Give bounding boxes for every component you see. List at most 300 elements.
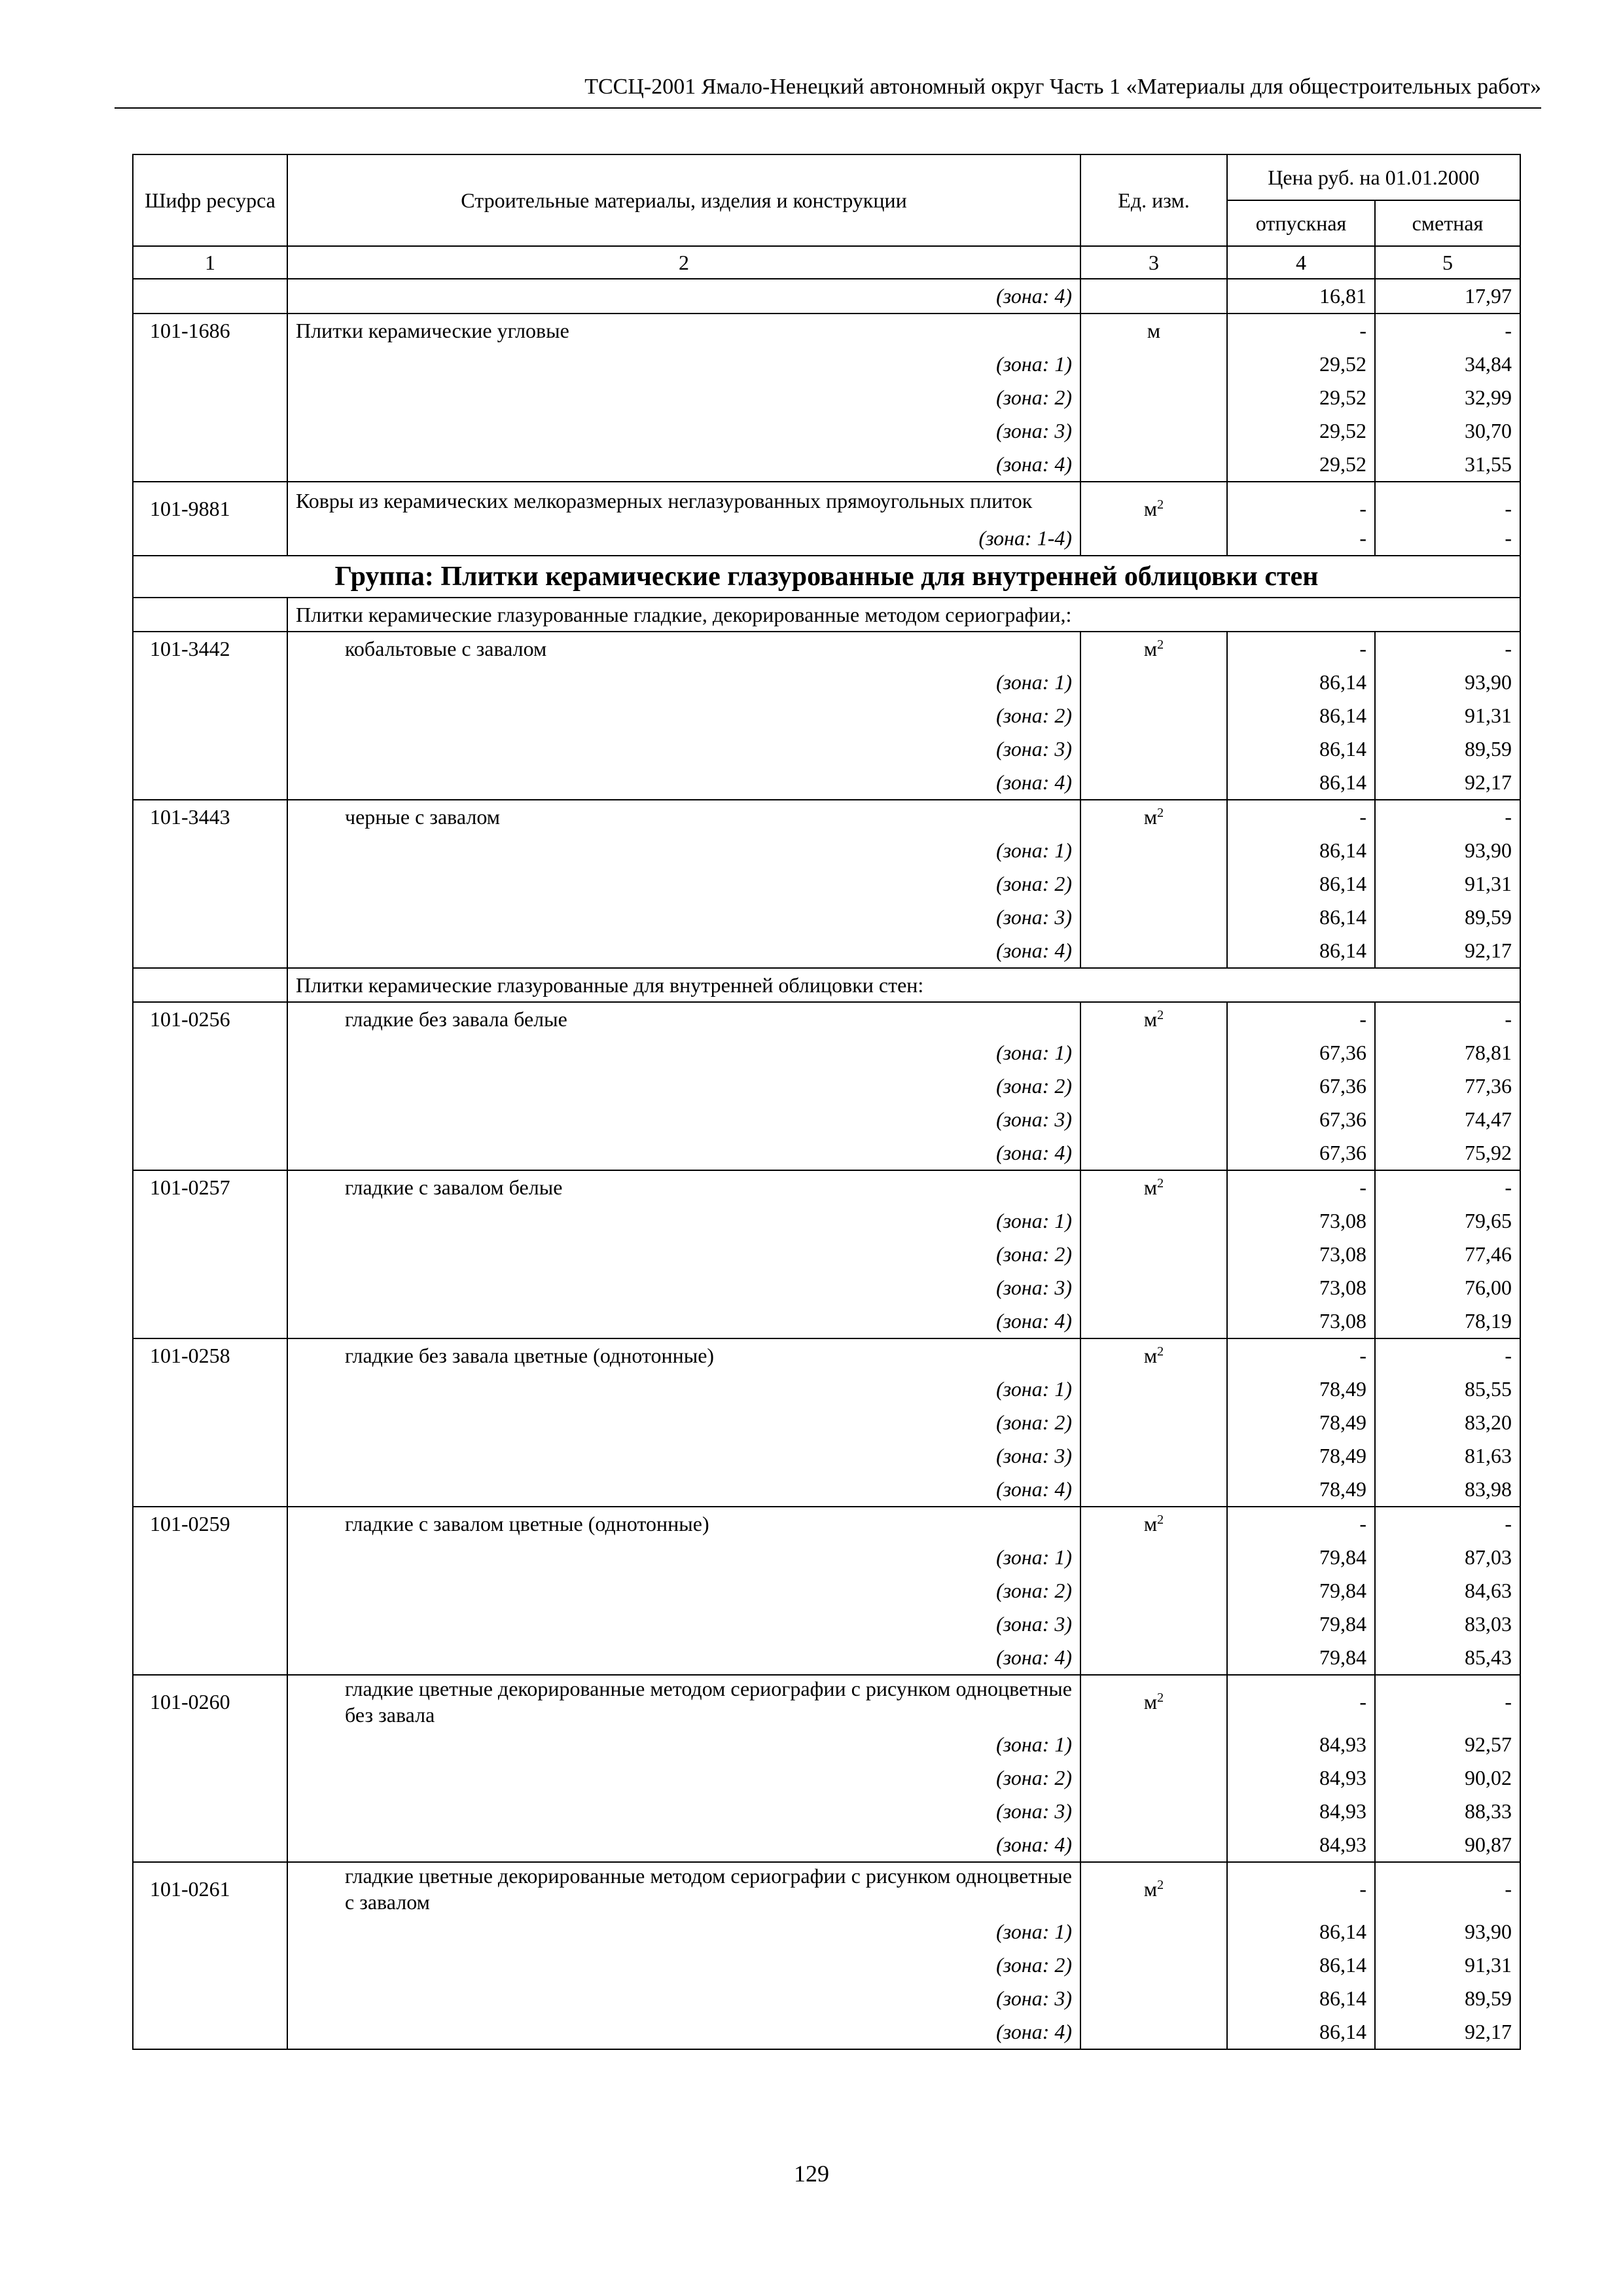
unit-cell bbox=[1080, 1338, 1227, 1372]
empty-cell bbox=[133, 598, 287, 632]
empty-cell bbox=[133, 867, 287, 901]
empty-cell bbox=[133, 1204, 287, 1238]
empty-cell bbox=[133, 901, 287, 934]
zone-price-row bbox=[133, 2015, 1520, 2049]
zone-price-row bbox=[133, 1304, 1520, 1338]
zone-price-row bbox=[133, 834, 1520, 867]
empty-cell bbox=[133, 1728, 287, 1761]
empty-cell bbox=[133, 766, 287, 800]
release-price: 86,14 bbox=[1227, 867, 1375, 901]
zone-label: (зона: 1) bbox=[287, 1728, 1080, 1761]
unit-superscript: 2 bbox=[1157, 1513, 1164, 1527]
unit-cell bbox=[1080, 1862, 1227, 1915]
estimate-price: 31,55 bbox=[1375, 448, 1520, 482]
empty-cell bbox=[1080, 699, 1227, 732]
empty-cell bbox=[133, 1069, 287, 1103]
name-cell bbox=[287, 1862, 1080, 1915]
estimate-price: 78,81 bbox=[1375, 1036, 1520, 1069]
group-heading-row bbox=[133, 556, 1520, 598]
empty-cell bbox=[1080, 1204, 1227, 1238]
zone-label: (зона: 2) bbox=[287, 1069, 1080, 1103]
unit-cell bbox=[1080, 1002, 1227, 1036]
unit-cell bbox=[1080, 314, 1227, 348]
resource-row bbox=[133, 1507, 1520, 1541]
name-cell bbox=[287, 1675, 1080, 1728]
resource-code: 101-0256 bbox=[133, 1002, 287, 1036]
empty-cell bbox=[133, 699, 287, 732]
empty-cell bbox=[133, 834, 287, 867]
empty-cell bbox=[133, 279, 287, 314]
release-price: 86,14 bbox=[1227, 1982, 1375, 2015]
empty-cell bbox=[133, 1136, 287, 1170]
empty-cell bbox=[133, 381, 287, 414]
resource-row bbox=[133, 1338, 1520, 1372]
resource-name: Ковры из керамических мелкоразмерных неглазурованных прямоугольных плиток bbox=[296, 489, 1033, 512]
empty-cell bbox=[1080, 381, 1227, 414]
release-price: 73,08 bbox=[1227, 1271, 1375, 1304]
release-price: - bbox=[1227, 1862, 1375, 1915]
unit-superscript: 2 bbox=[1157, 1878, 1164, 1892]
empty-cell bbox=[1080, 279, 1227, 314]
resource-code: 101-0259 bbox=[133, 1507, 287, 1541]
zone-price-row bbox=[133, 1641, 1520, 1675]
zone-label: (зона: 4) bbox=[287, 2015, 1080, 2049]
resource-name: гладкие без завала белые bbox=[345, 1007, 567, 1031]
resource-name: черные с завалом bbox=[345, 805, 500, 829]
zone-label: (зона: 4) bbox=[287, 1828, 1080, 1862]
unit-label: м bbox=[1143, 1877, 1158, 1901]
zone-label: (зона: 2) bbox=[287, 867, 1080, 901]
release-price: 79,84 bbox=[1227, 1574, 1375, 1607]
unit-label: м bbox=[1143, 1512, 1158, 1535]
zone-label: (зона: 4) bbox=[287, 934, 1080, 968]
name-cell bbox=[287, 1170, 1080, 1204]
zone-label: (зона: 3) bbox=[287, 1271, 1080, 1304]
empty-cell bbox=[1080, 867, 1227, 901]
release-price: 84,93 bbox=[1227, 1761, 1375, 1795]
zone-price-row bbox=[133, 1439, 1520, 1473]
estimate-price: 75,92 bbox=[1375, 1136, 1520, 1170]
unit-superscript: 2 bbox=[1157, 1344, 1164, 1359]
zone-price-row bbox=[133, 381, 1520, 414]
resource-row bbox=[133, 632, 1520, 666]
empty-cell bbox=[1080, 1728, 1227, 1761]
zone-price-row bbox=[133, 1271, 1520, 1304]
zone-label: (зона: 4) bbox=[287, 448, 1080, 482]
estimate-price: - bbox=[1375, 800, 1520, 834]
empty-cell bbox=[133, 1915, 287, 1948]
empty-cell bbox=[133, 1439, 287, 1473]
empty-cell bbox=[133, 1948, 287, 1982]
empty-cell bbox=[1080, 1271, 1227, 1304]
zone-label: (зона: 2) bbox=[287, 1406, 1080, 1439]
resource-name: Плитки керамические угловые bbox=[296, 319, 569, 342]
resource-name: кобальтовые с завалом bbox=[345, 637, 547, 660]
release-price: 86,14 bbox=[1227, 1915, 1375, 1948]
zone-label: (зона: 1-4) bbox=[287, 522, 1080, 556]
zone-label: (зона: 3) bbox=[287, 1795, 1080, 1828]
resource-name: гладкие без завала цветные (однотонные) bbox=[345, 1344, 715, 1367]
unit-label: м bbox=[1143, 1175, 1158, 1199]
unit-superscript: 2 bbox=[1157, 637, 1164, 652]
release-price: 29,52 bbox=[1227, 348, 1375, 381]
estimate-price: 77,46 bbox=[1375, 1238, 1520, 1271]
unit-label: м bbox=[1143, 1344, 1158, 1367]
column-number: 1 bbox=[133, 246, 287, 279]
estimate-price: 89,59 bbox=[1375, 901, 1520, 934]
empty-cell bbox=[1080, 901, 1227, 934]
release-price: 73,08 bbox=[1227, 1238, 1375, 1271]
header-estimate: сметная bbox=[1375, 200, 1520, 246]
estimate-price: 87,03 bbox=[1375, 1541, 1520, 1574]
unit-cell bbox=[1080, 1507, 1227, 1541]
zone-label: (зона: 1) bbox=[287, 1915, 1080, 1948]
empty-cell bbox=[1080, 448, 1227, 482]
empty-cell bbox=[133, 1406, 287, 1439]
release-price: - bbox=[1227, 1507, 1375, 1541]
empty-cell bbox=[1080, 1136, 1227, 1170]
release-price: 86,14 bbox=[1227, 901, 1375, 934]
estimate-price: 92,17 bbox=[1375, 766, 1520, 800]
empty-cell bbox=[1080, 834, 1227, 867]
resource-code: 101-0257 bbox=[133, 1170, 287, 1204]
zone-label: (зона: 4) bbox=[287, 1136, 1080, 1170]
zone-label: (зона: 2) bbox=[287, 1761, 1080, 1795]
empty-cell bbox=[133, 1828, 287, 1862]
empty-cell bbox=[133, 1574, 287, 1607]
empty-cell bbox=[1080, 1238, 1227, 1271]
empty-cell bbox=[133, 448, 287, 482]
release-price: 78,49 bbox=[1227, 1473, 1375, 1507]
estimate-price: - bbox=[1375, 1338, 1520, 1372]
release-price: 67,36 bbox=[1227, 1103, 1375, 1136]
unit-superscript: 2 bbox=[1157, 497, 1164, 512]
zone-price-row bbox=[133, 1728, 1520, 1761]
estimate-price: 32,99 bbox=[1375, 381, 1520, 414]
zone-price-row bbox=[133, 1069, 1520, 1103]
zone-price-row bbox=[133, 1136, 1520, 1170]
name-cell bbox=[287, 314, 1080, 348]
zone-label: (зона: 1) bbox=[287, 1204, 1080, 1238]
unit-superscript: 2 bbox=[1157, 806, 1164, 820]
zone-price-row bbox=[133, 1372, 1520, 1406]
zone-price-row bbox=[133, 279, 1520, 314]
zone-price-row bbox=[133, 934, 1520, 968]
zone-price-row bbox=[133, 448, 1520, 482]
estimate-price: 83,03 bbox=[1375, 1607, 1520, 1641]
zone-price-row bbox=[133, 1948, 1520, 1982]
estimate-price: 92,57 bbox=[1375, 1728, 1520, 1761]
zone-label: (зона: 2) bbox=[287, 1238, 1080, 1271]
zone-label: (зона: 2) bbox=[287, 381, 1080, 414]
estimate-price: 84,63 bbox=[1375, 1574, 1520, 1607]
estimate-price: 90,02 bbox=[1375, 1761, 1520, 1795]
unit-label: м bbox=[1143, 805, 1158, 829]
zone-price-row bbox=[133, 1204, 1520, 1238]
zone-label: (зона: 2) bbox=[287, 1948, 1080, 1982]
resource-code: 101-0261 bbox=[133, 1862, 287, 1915]
release-price: 86,14 bbox=[1227, 934, 1375, 968]
zone-label: (зона: 3) bbox=[287, 901, 1080, 934]
unit-label: м bbox=[1143, 1007, 1158, 1031]
empty-cell bbox=[1080, 732, 1227, 766]
estimate-price: 92,17 bbox=[1375, 2015, 1520, 2049]
header-code: Шифр ресурса bbox=[133, 154, 287, 246]
estimate-price: 76,00 bbox=[1375, 1271, 1520, 1304]
column-number: 2 bbox=[287, 246, 1080, 279]
empty-cell bbox=[1080, 1915, 1227, 1948]
release-price: - bbox=[1227, 522, 1375, 556]
subgroup-heading: Плитки керамические глазурованные для внутренней облицовки стен: bbox=[287, 968, 1520, 1002]
zone-price-row bbox=[133, 1406, 1520, 1439]
unit-label: м bbox=[1143, 1690, 1158, 1713]
empty-cell bbox=[133, 1982, 287, 2015]
subgroup-heading-row bbox=[133, 968, 1520, 1002]
release-price: - bbox=[1227, 1338, 1375, 1372]
estimate-price: 93,90 bbox=[1375, 666, 1520, 699]
empty-cell bbox=[133, 2015, 287, 2049]
unit-superscript: 2 bbox=[1157, 1691, 1164, 1705]
zone-price-row bbox=[133, 1761, 1520, 1795]
empty-cell bbox=[1080, 1473, 1227, 1507]
page-header: ТССЦ-2001 Ямало-Ненецкий автономный округ Часть 1 «Материалы для общестроительных работ» bbox=[115, 71, 1541, 109]
resource-name: гладкие с завалом белые bbox=[345, 1175, 563, 1199]
zone-label: (зона: 3) bbox=[287, 732, 1080, 766]
empty-cell bbox=[1080, 2015, 1227, 2049]
empty-cell bbox=[1080, 1795, 1227, 1828]
name-cell bbox=[287, 1002, 1080, 1036]
estimate-price: 85,43 bbox=[1375, 1641, 1520, 1675]
empty-cell bbox=[1080, 1439, 1227, 1473]
header-name: Строительные материалы, изделия и конструкции bbox=[287, 154, 1080, 246]
zone-price-row bbox=[133, 348, 1520, 381]
release-price: 78,49 bbox=[1227, 1406, 1375, 1439]
unit-label: м bbox=[1143, 637, 1158, 660]
resource-name: гладкие цветные декорированные методом сериографии с рисунком одноцветные с завалом bbox=[345, 1864, 1072, 1914]
empty-cell bbox=[1080, 1761, 1227, 1795]
column-numbers-row bbox=[133, 246, 1520, 279]
unit-label: м bbox=[1147, 319, 1161, 342]
empty-cell bbox=[133, 1304, 287, 1338]
empty-cell bbox=[1080, 1069, 1227, 1103]
estimate-price: 91,31 bbox=[1375, 1948, 1520, 1982]
release-price: 29,52 bbox=[1227, 448, 1375, 482]
release-price: 67,36 bbox=[1227, 1136, 1375, 1170]
empty-cell bbox=[1080, 522, 1227, 556]
zone-label: (зона: 4) bbox=[287, 1641, 1080, 1675]
unit-superscript: 2 bbox=[1157, 1176, 1164, 1191]
release-price: - bbox=[1227, 1675, 1375, 1728]
zone-price-row bbox=[133, 666, 1520, 699]
release-price: 86,14 bbox=[1227, 699, 1375, 732]
empty-cell bbox=[133, 1641, 287, 1675]
zone-label: (зона: 1) bbox=[287, 1541, 1080, 1574]
empty-cell bbox=[1080, 1607, 1227, 1641]
empty-cell bbox=[1080, 1372, 1227, 1406]
release-price: 67,36 bbox=[1227, 1069, 1375, 1103]
estimate-price: 85,55 bbox=[1375, 1372, 1520, 1406]
zone-price-row bbox=[133, 699, 1520, 732]
empty-cell bbox=[133, 732, 287, 766]
resource-code: 101-1686 bbox=[133, 314, 287, 348]
empty-cell bbox=[133, 414, 287, 448]
name-cell bbox=[287, 800, 1080, 834]
estimate-price: 83,98 bbox=[1375, 1473, 1520, 1507]
zone-price-row bbox=[133, 867, 1520, 901]
empty-cell bbox=[133, 666, 287, 699]
zone-price-row bbox=[133, 1574, 1520, 1607]
resource-row bbox=[133, 314, 1520, 348]
unit-cell bbox=[1080, 482, 1227, 522]
release-price: - bbox=[1227, 800, 1375, 834]
release-price: 79,84 bbox=[1227, 1641, 1375, 1675]
zone-price-row bbox=[133, 1103, 1520, 1136]
empty-cell bbox=[1080, 1103, 1227, 1136]
zone-price-row bbox=[133, 1982, 1520, 2015]
estimate-price: 77,36 bbox=[1375, 1069, 1520, 1103]
release-price: 84,93 bbox=[1227, 1795, 1375, 1828]
empty-cell bbox=[1080, 1406, 1227, 1439]
empty-cell bbox=[133, 1238, 287, 1271]
resource-code: 101-0260 bbox=[133, 1675, 287, 1728]
estimate-price: 93,90 bbox=[1375, 1915, 1520, 1948]
estimate-price: 30,70 bbox=[1375, 414, 1520, 448]
release-price: - bbox=[1227, 314, 1375, 348]
zone-label: (зона: 1) bbox=[287, 666, 1080, 699]
zone-price-row bbox=[133, 1795, 1520, 1828]
zone-label: (зона: 3) bbox=[287, 1607, 1080, 1641]
price-table bbox=[132, 154, 1521, 2050]
name-cell bbox=[287, 632, 1080, 666]
estimate-price: 79,65 bbox=[1375, 1204, 1520, 1238]
empty-cell bbox=[1080, 1828, 1227, 1862]
resource-code: 101-0258 bbox=[133, 1338, 287, 1372]
estimate-price: - bbox=[1375, 522, 1520, 556]
release-price: 86,14 bbox=[1227, 666, 1375, 699]
estimate-price: 81,63 bbox=[1375, 1439, 1520, 1473]
estimate-price: - bbox=[1375, 1862, 1520, 1915]
unit-cell bbox=[1080, 632, 1227, 666]
empty-cell bbox=[133, 1761, 287, 1795]
empty-cell bbox=[133, 522, 287, 556]
estimate-price: 83,20 bbox=[1375, 1406, 1520, 1439]
estimate-price: 17,97 bbox=[1375, 279, 1520, 314]
unit-label: м bbox=[1143, 497, 1158, 520]
column-number: 3 bbox=[1080, 246, 1227, 279]
empty-cell bbox=[133, 348, 287, 381]
zone-label: (зона: 1) bbox=[287, 834, 1080, 867]
zone-label: (зона: 2) bbox=[287, 699, 1080, 732]
empty-cell bbox=[1080, 1982, 1227, 2015]
resource-name: гладкие с завалом цветные (однотонные) bbox=[345, 1512, 709, 1535]
release-price: 78,49 bbox=[1227, 1372, 1375, 1406]
estimate-price: 89,59 bbox=[1375, 1982, 1520, 2015]
estimate-price: - bbox=[1375, 1675, 1520, 1728]
estimate-price: 90,87 bbox=[1375, 1828, 1520, 1862]
name-cell bbox=[287, 1507, 1080, 1541]
empty-cell bbox=[133, 1271, 287, 1304]
subgroup-heading-row bbox=[133, 598, 1520, 632]
empty-cell bbox=[133, 1473, 287, 1507]
zone-label: (зона: 1) bbox=[287, 1372, 1080, 1406]
release-price: 86,14 bbox=[1227, 834, 1375, 867]
name-cell bbox=[287, 482, 1080, 522]
zone-label: (зона: 2) bbox=[287, 1574, 1080, 1607]
header-release: отпускная bbox=[1227, 200, 1375, 246]
group-heading: Группа: Плитки керамические глазурованные для внутренней облицовки стен bbox=[133, 556, 1520, 598]
resource-code: 101-9881 bbox=[133, 482, 287, 522]
estimate-price: - bbox=[1375, 1507, 1520, 1541]
release-price: - bbox=[1227, 482, 1375, 522]
empty-cell bbox=[1080, 666, 1227, 699]
estimate-price: 93,90 bbox=[1375, 834, 1520, 867]
release-price: - bbox=[1227, 1002, 1375, 1036]
header-unit: Ед. изм. bbox=[1080, 154, 1227, 246]
zone-price-row bbox=[133, 1541, 1520, 1574]
estimate-price: 92,17 bbox=[1375, 934, 1520, 968]
resource-row bbox=[133, 1675, 1520, 1728]
zone-label: (зона: 3) bbox=[287, 1982, 1080, 2015]
empty-cell bbox=[1080, 1304, 1227, 1338]
release-price: 86,14 bbox=[1227, 1948, 1375, 1982]
release-price: 29,52 bbox=[1227, 381, 1375, 414]
zone-label: (зона: 3) bbox=[287, 1103, 1080, 1136]
empty-cell bbox=[1080, 1574, 1227, 1607]
page-number: 129 bbox=[794, 2161, 829, 2187]
zone-price-row bbox=[133, 1238, 1520, 1271]
empty-cell bbox=[1080, 1541, 1227, 1574]
table-header-row bbox=[133, 154, 1520, 200]
release-price: 16,81 bbox=[1227, 279, 1375, 314]
resource-code: 101-3442 bbox=[133, 632, 287, 666]
empty-cell bbox=[1080, 1641, 1227, 1675]
empty-cell bbox=[133, 1036, 287, 1069]
empty-cell bbox=[133, 968, 287, 1002]
empty-cell bbox=[133, 1607, 287, 1641]
estimate-price: 88,33 bbox=[1375, 1795, 1520, 1828]
header-price: Цена руб. на 01.01.2000 bbox=[1227, 154, 1520, 200]
zone-price-row bbox=[133, 901, 1520, 934]
estimate-price: 78,19 bbox=[1375, 1304, 1520, 1338]
release-price: 73,08 bbox=[1227, 1204, 1375, 1238]
subgroup-heading: Плитки керамические глазурованные гладкие, декорированные методом сериографии,: bbox=[287, 598, 1520, 632]
empty-cell bbox=[1080, 348, 1227, 381]
zone-price-row bbox=[133, 732, 1520, 766]
zone-label: (зона: 4) bbox=[287, 766, 1080, 800]
estimate-price: - bbox=[1375, 1170, 1520, 1204]
empty-cell bbox=[133, 1795, 287, 1828]
unit-cell bbox=[1080, 800, 1227, 834]
zone-label: (зона: 3) bbox=[287, 1439, 1080, 1473]
zone-price-row bbox=[133, 1828, 1520, 1862]
release-price: 79,84 bbox=[1227, 1607, 1375, 1641]
estimate-price: - bbox=[1375, 632, 1520, 666]
release-price: 84,93 bbox=[1227, 1828, 1375, 1862]
release-price: - bbox=[1227, 1170, 1375, 1204]
release-price: 86,14 bbox=[1227, 732, 1375, 766]
empty-cell bbox=[1080, 414, 1227, 448]
table-body bbox=[133, 279, 1520, 2049]
unit-cell bbox=[1080, 1675, 1227, 1728]
resource-row bbox=[133, 482, 1520, 522]
release-price: 79,84 bbox=[1227, 1541, 1375, 1574]
column-number: 5 bbox=[1375, 246, 1520, 279]
zone-price-row bbox=[133, 766, 1520, 800]
resource-row bbox=[133, 1862, 1520, 1915]
zone-label: (зона: 1) bbox=[287, 348, 1080, 381]
resource-row bbox=[133, 1002, 1520, 1036]
zone-label: (зона: 4) bbox=[287, 1473, 1080, 1507]
